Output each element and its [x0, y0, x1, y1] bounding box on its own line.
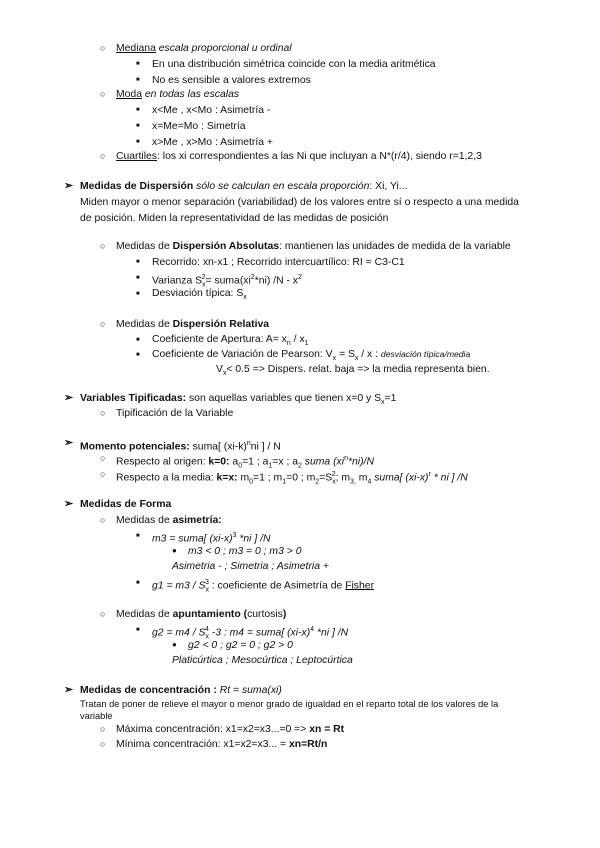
m1-pre: Respecto al origen: [116, 456, 209, 468]
momento-title: Momento potenciales: [80, 441, 190, 453]
mediana-label: Mediana [116, 43, 156, 54]
apunt-fsup2: 4 [310, 626, 315, 633]
m1-t1: a [229, 456, 239, 468]
arrow-bullet-icon: ➢ [64, 684, 74, 696]
m1-s1: 1 [268, 462, 273, 470]
rel-item2-italic: desviación típica/media [380, 349, 471, 359]
level2-bullet-icon: ○ [100, 89, 106, 99]
rel-item2-mid: = S [336, 349, 355, 360]
level2-bullet-icon: ○ [100, 515, 106, 525]
asim-labels-text: Asimetria - ; Simetria ; Asimetria + [172, 561, 329, 572]
m2-t6: m [355, 472, 368, 484]
level4-bullet-icon: ● [172, 546, 177, 555]
apunt-f3: *ni ] /N [314, 627, 349, 639]
apunt-labels [172, 654, 353, 667]
max-pre: Máxima concentración: x1=x2=x3...=0 => [116, 724, 310, 735]
level2-bullet-icon: ○ [100, 609, 106, 619]
moda-line [116, 88, 239, 101]
level2-bullet-icon: ○ [100, 469, 106, 479]
asim-f2: *ni ] /N [236, 533, 271, 545]
concentracion-desc-1: Tratan de poner de relieve el mayor o menor grado de igualdad en el reparto total de los valores de la [80, 699, 499, 709]
fisher-name: Fisher [345, 580, 375, 592]
m1-isup: n [344, 455, 348, 462]
momento-sup: n [246, 440, 251, 447]
level2-bullet-icon: ○ [100, 724, 106, 734]
max-bold: xn = Rt [309, 724, 345, 735]
apunt-cases [188, 639, 293, 652]
asim-bold: asimetría: [172, 515, 222, 526]
apunt-fsup: 4 [204, 626, 209, 633]
rel-item2-sub2: x [354, 355, 359, 363]
apunt-cases-text: g2 < 0 ; g2 = 0 ; g2 > 0 [188, 640, 293, 651]
concentracion-desc-2: variable [80, 711, 113, 721]
level3-bullet-icon: ■ [136, 77, 140, 83]
moda-item-1: x<Me , x<Mo : Asimetría - [152, 105, 271, 116]
level2-bullet-icon: ○ [100, 241, 106, 251]
arrow-bullet-icon: ➢ [64, 180, 74, 192]
mediana-item-2: No es sensible a valores extremos [152, 75, 311, 86]
m2-s0: 0 [249, 478, 254, 486]
fisher-line [152, 576, 374, 597]
var-text: Varianza S [152, 275, 203, 287]
var-sup: 2 [201, 274, 206, 281]
rel-item1-sub2: 1 [304, 340, 309, 348]
abs-bold: Dispersión Absolutas [172, 241, 280, 252]
m2-itail: * ni ] /N [430, 472, 468, 484]
m2-bold: k=x: [216, 472, 238, 484]
level3-bullet-icon: ■ [136, 61, 140, 67]
asim-pre: Medidas de [116, 515, 173, 526]
m1-s2: 2 [298, 462, 302, 470]
forma-title-text: Medidas de Forma [80, 499, 172, 510]
apunt-pre: Medidas de [116, 609, 173, 620]
apunt-bold: apuntamiento ( [172, 609, 248, 620]
momento-text: suma[ (xi-k) [189, 441, 247, 453]
abs-item-3 [152, 287, 247, 304]
max-concentracion [116, 723, 344, 736]
m2-s1: 1 [282, 478, 287, 486]
momento-tail: ni ] / N [250, 441, 281, 453]
rel-note-sub: x [222, 370, 227, 378]
var-sup-3: 2 [298, 274, 302, 281]
concentracion-line [80, 684, 282, 697]
moda-label: Moda [116, 89, 142, 100]
m2-t1: m [237, 472, 250, 484]
cuartiles-line [116, 150, 482, 163]
rel-item1-text: Coeficiente de Apertura: A= x [152, 334, 287, 345]
asim-labels [172, 560, 329, 573]
tipificadas-title: Variables Tipificadas: [80, 393, 187, 404]
rel-item2-text: Coeficiente de Variación de Pearson: V [152, 349, 333, 360]
concentracion-title: Medidas de concentración : [80, 685, 217, 696]
level2-bullet-icon: ○ [100, 453, 106, 463]
abs-post: : mantienen las unidades de medida de la variable [279, 241, 511, 252]
rel-note-pre: V [216, 364, 223, 375]
dispersion-tail: : Xi, Yi... [369, 181, 408, 192]
m2-s5: 4 [367, 478, 372, 486]
forma-title [80, 498, 171, 511]
tipificadas-tail: =1 [384, 393, 397, 404]
rel-note [216, 363, 490, 380]
rel-item1-mid: / x [290, 334, 305, 345]
dispersion-abs-line [116, 240, 511, 253]
rel-item2-tail: / x : [358, 349, 381, 360]
level3-bullet-icon: ■ [136, 580, 140, 586]
m2-t2: =1 ; m [253, 472, 283, 484]
mediana-line [116, 42, 292, 55]
desv-text: Desviación típica: S [152, 288, 244, 299]
dispersion-title: Medidas de Dispersión [80, 181, 194, 192]
level3-bullet-icon: ■ [136, 139, 140, 145]
var-text-2: = suma(xi [205, 275, 251, 287]
dispersion-italic: sólo se calculan en escala proporción [196, 181, 370, 192]
fisher-sub: x [205, 586, 209, 594]
level3-bullet-icon: ■ [136, 123, 140, 129]
m1-t3: =x ; a [272, 456, 298, 468]
level3-bullet-icon: ■ [136, 533, 140, 539]
min-pre: Mínima concentración: x1=x2=x3... = [116, 739, 289, 750]
abs-item-1: Recorrido: xn-x1 ; Recorrido intercuartílico: RI = C3-C1 [152, 257, 405, 268]
level3-bullet-icon: ■ [136, 275, 140, 281]
m1-itail: *ni)/N [347, 456, 374, 468]
asim-cases-text: m3 < 0 ; m3 = 0 ; m3 > 0 [188, 546, 302, 557]
rel-note-tail: < 0.5 => Dispers. relat. baja => la media representa bien. [226, 364, 490, 375]
dispersion-desc-2: de posición. Miden la representatividad de las medidas de posición [80, 213, 389, 224]
m2-italic: suma[ (xi-x) [371, 472, 429, 484]
min-bold: xn=Rt/n [288, 739, 328, 750]
rel-pre: Medidas de [116, 319, 173, 330]
moda-item-3: x>Me , x>Mo : Asimetría + [152, 137, 273, 148]
arrow-bullet-icon: ➢ [64, 437, 74, 449]
level2-bullet-icon: ○ [100, 739, 106, 749]
m2-s4: 3, [350, 478, 356, 486]
m2-t3: =0 ; m [286, 472, 316, 484]
cuartiles-text: : los xi correspondientes a las Ni que incluyan a N*(r/4), siendo r=1,2,3 [157, 151, 482, 162]
apuntamiento-line [116, 608, 286, 621]
apunt-close: ) [282, 609, 287, 620]
tipificadas-sub: x [381, 399, 385, 407]
abs-pre: Medidas de [116, 241, 173, 252]
level3-bullet-icon: ■ [136, 352, 140, 358]
arrow-bullet-icon: ➢ [64, 392, 74, 404]
dispersion-title-line [80, 180, 407, 193]
mediana-desc: escala proporcional u ordinal [158, 43, 292, 54]
apunt-f1: g2 = m4 / S [152, 627, 206, 639]
level2-bullet-icon: ○ [100, 319, 106, 329]
cuartiles-label: Cuartiles [116, 151, 157, 162]
asim-cases [188, 545, 302, 558]
tipificadas-item: Tipificación de la Variable [116, 408, 234, 419]
desv-sub: x [243, 294, 247, 302]
concentracion-italic: Rt = suma(xi) [216, 685, 282, 696]
fisher-sup: 3 [204, 579, 209, 586]
level2-bullet-icon: ○ [100, 43, 106, 53]
rel-item2-sub: x [332, 355, 337, 363]
m1-s0: 0 [238, 462, 243, 470]
apunt-labels-text: Platicúrtica ; Mesocúrtica ; Leptocúrtica [172, 655, 353, 666]
level3-bullet-icon: ■ [136, 291, 140, 297]
level3-bullet-icon: ■ [136, 259, 140, 265]
fisher-mid: : coeficiente de Asimetría de [208, 580, 346, 592]
fisher-pre: g1 = m3 / S [152, 580, 206, 592]
m2-s3: x [332, 478, 336, 486]
tipificadas-text: son aquellas variables que tienen x=0 y S [186, 393, 382, 404]
apunt-fsub: x [205, 633, 209, 641]
m2-isup: r [428, 471, 431, 478]
asim-f1: m3 = suma[ (xi-x) [152, 533, 233, 545]
m2-s2: 2 [315, 478, 320, 486]
var-sup-2: 2 [250, 274, 255, 281]
asimetria-line [116, 514, 222, 527]
asim-fsup: 3 [232, 532, 237, 539]
asim-formula [152, 529, 271, 545]
m2-sup3: 2 [331, 471, 336, 478]
level3-bullet-icon: ■ [136, 337, 140, 343]
level3-bullet-icon: ■ [136, 627, 140, 633]
m1-t2: =1 ; a [242, 456, 269, 468]
var-sub: x [202, 281, 206, 289]
apunt-f2: -3 : m4 = suma[ (xi-x) [208, 627, 311, 639]
moda-desc: en todas las escalas [144, 89, 240, 100]
mediana-item-1: En una distribución simétrica coincide con la media aritmética [152, 59, 436, 70]
apunt-mid: curtosis [247, 609, 283, 620]
m1-bold: k=0: [208, 456, 230, 468]
level2-bullet-icon: ○ [100, 151, 106, 161]
dispersion-rel-line [116, 318, 269, 331]
moda-item-2: x=Me=Mo : Simetría [152, 121, 246, 132]
level2-bullet-icon: ○ [100, 408, 106, 418]
momento-line [80, 437, 281, 453]
momento-item-2 [116, 468, 468, 489]
m2-t5: ; m [335, 472, 351, 484]
dispersion-desc-1: Miden mayor o menor separación (variabilidad) de los valores entre sí o respecto a una medida [80, 197, 519, 208]
level3-bullet-icon: ■ [136, 107, 140, 113]
rel-item1-sub1: n [286, 340, 291, 348]
min-concentracion [116, 738, 327, 751]
m2-t4: =S [319, 472, 333, 484]
m1-italic: suma (xi [301, 456, 345, 468]
arrow-bullet-icon: ➢ [64, 498, 74, 510]
level4-bullet-icon: ● [172, 640, 177, 649]
var-text-3: *ni) /N - x [254, 275, 299, 287]
m2-pre: Respecto a la media: [116, 472, 217, 484]
rel-bold: Dispersión Relativa [172, 319, 270, 330]
